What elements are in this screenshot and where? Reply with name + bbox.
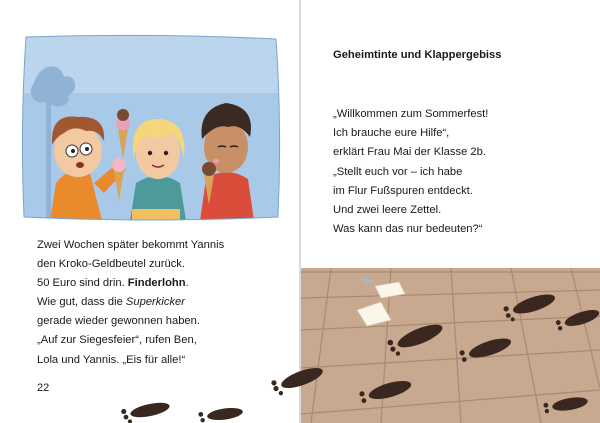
story-line-6: „Auf zur Siegesfeier“, rufen Ben, bbox=[37, 334, 197, 347]
finderlohn-bold: Finderlohn bbox=[127, 277, 186, 290]
story-line-4-text: Wie gut, dass die bbox=[37, 296, 126, 309]
story-line-7: Lola und Yannis. „Eis für alle!“ bbox=[37, 353, 186, 366]
dialog-line-7: Was kann das nur bedeuten?“ bbox=[333, 223, 483, 236]
dialog-line-6: Und zwei leere Zettel. bbox=[333, 204, 442, 217]
story-line-1: Zwei Wochen später bekommt Yannis bbox=[37, 239, 225, 251]
tiled-floor-illustration bbox=[301, 268, 600, 423]
chapter-title: Geheimtinte und Klappergebiss bbox=[333, 49, 502, 61]
page-number: 22 bbox=[37, 382, 50, 394]
dialog-line-5: im Flur Fußspuren entdeckt. bbox=[333, 184, 473, 197]
left-page bbox=[0, 0, 299, 423]
story-line-3-text: 50 Euro sind drin. bbox=[37, 277, 128, 290]
right-page bbox=[301, 0, 600, 423]
story-line-4 bbox=[37, 293, 287, 312]
story-line-2: den Kroko-Geldbeutel zurück. bbox=[37, 258, 186, 271]
dialog-line-3: erklärt Frau Mai der Klasse 2b. bbox=[333, 146, 486, 159]
team-name-italic: Superkicker bbox=[125, 296, 185, 309]
story-line-5: gerade wieder gewonnen haben. bbox=[37, 315, 200, 328]
story-line-3-suffix: . bbox=[185, 277, 189, 290]
dialog-line-1: „Willkommen zum Sommerfest! bbox=[333, 108, 489, 120]
story-text bbox=[37, 236, 287, 370]
dialog-text bbox=[333, 105, 583, 239]
dialog-line-4: „Stellt euch vor – ich habe bbox=[333, 165, 463, 178]
dialog-line-2: Ich brauche eure Hilfe“, bbox=[333, 127, 450, 140]
children-eating-ice-cream-illustration bbox=[20, 33, 282, 221]
story-line-3 bbox=[37, 274, 287, 293]
